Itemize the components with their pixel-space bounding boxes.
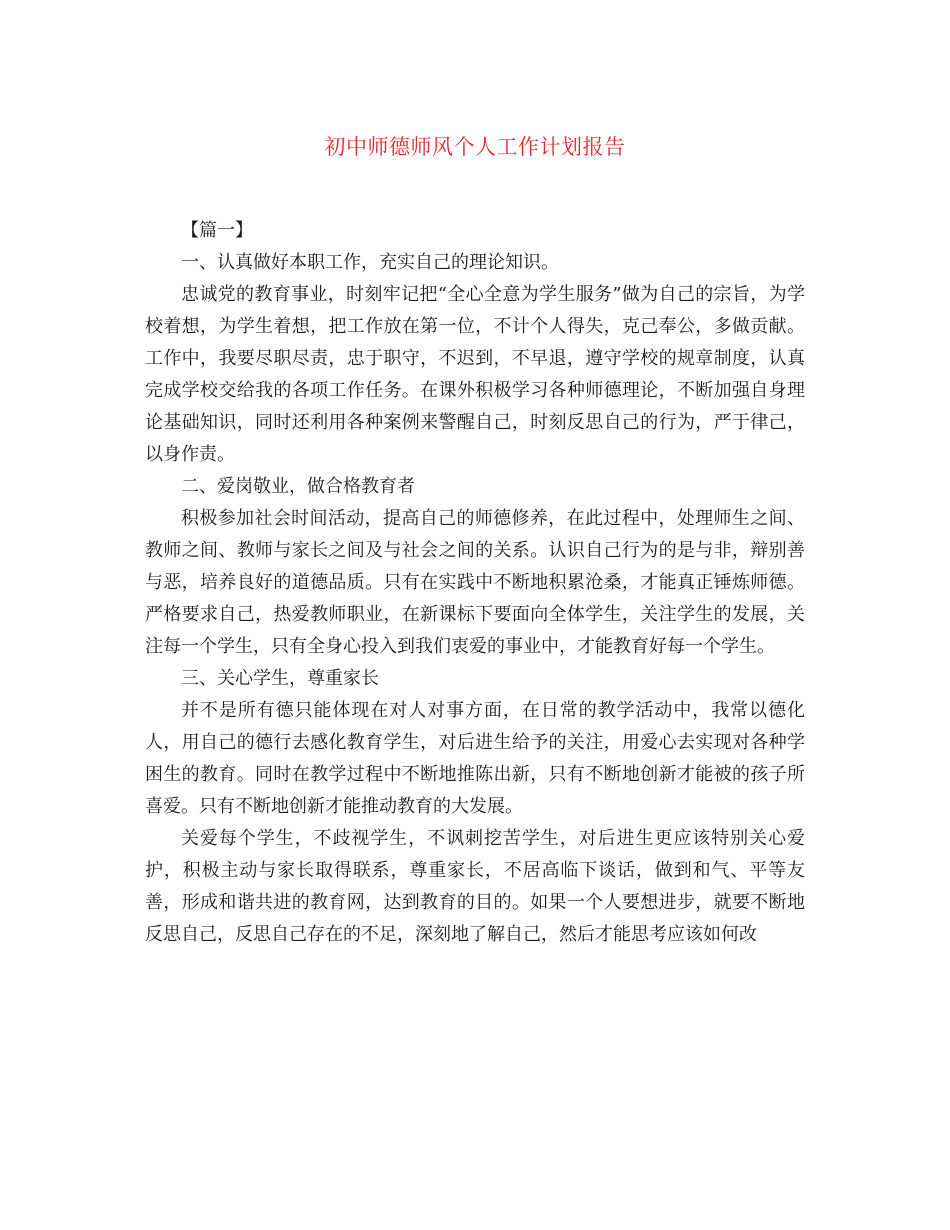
- body-paragraph: 忠诚党的教育事业，时刻牢记把“全心全意为学生服务”做为自己的宗旨，为学校着想，为学生着想，把工作放在第一位，不计个人得失，克己奉公，多做贡献。工作中，我要尽职尽责，忠于职守，不迟到，不早退，遵守学校的规章制度，认真完成学校交给我的各项工作任务。在课外积极学习各种师德理论，不断加强自身理论基础知识，同时还利用各种案例来警醒自己，时刻反思自己的行为，严于律己，以身作责。: [145, 284, 805, 465]
- document-title: 初中师德师风个人工作计划报告: [324, 135, 626, 159]
- body-paragraph: 关爱每个学生，不歧视学生，不讽刺挖苦学生，对后进生更应该特别关心爱护，积极主动与家长取得联系，尊重家长，不居高临下谈话，做到和气、平等友善，形成和谐共进的教育网，达到教育的目的。如果一个人要想进步，就要不断地反思自己，反思自己存在的不足，深刻地了解自己，然后才能思考应该如何改: [145, 828, 805, 945]
- body-paragraph: 积极参加社会时间活动，提高自己的师德修养，在此过程中，处理师生之间、教师之间、教师与家长之间及与社会之间的关系。认识自己行为的是与非，辩别善与恶，培养良好的道德品质。只有在实践中不断地积累沧桑，才能真正锤炼师德。严格要求自己，热爱教师职业，在新课标下要面向全体学生，关注学生的发展，关注每一个学生，只有全身心投入到我们衷爱的事业中，才能教育好每一个学生。: [145, 508, 805, 657]
- body-paragraph: 并不是所有德只能体现在对人对事方面，在日常的教学活动中，我常以德化人，用自己的德行去感化教育学生，对后进生给予的关注，用爱心去实现对各种学困生的教育。同时在教学过程中不断地推陈出新，只有不断地创新才能被的孩子所喜爱。只有不断地创新才能推动教育的大发展。: [145, 700, 805, 817]
- subheading: 一、认真做好本职工作，充实自己的理论知识。: [181, 252, 559, 273]
- document-body: [145, 215, 805, 951]
- section-heading: 【篇一】: [181, 220, 253, 241]
- subheading: 二、爱岗敬业，做合格教育者: [181, 476, 415, 497]
- subheading: 三、关心学生，尊重家长: [181, 668, 379, 689]
